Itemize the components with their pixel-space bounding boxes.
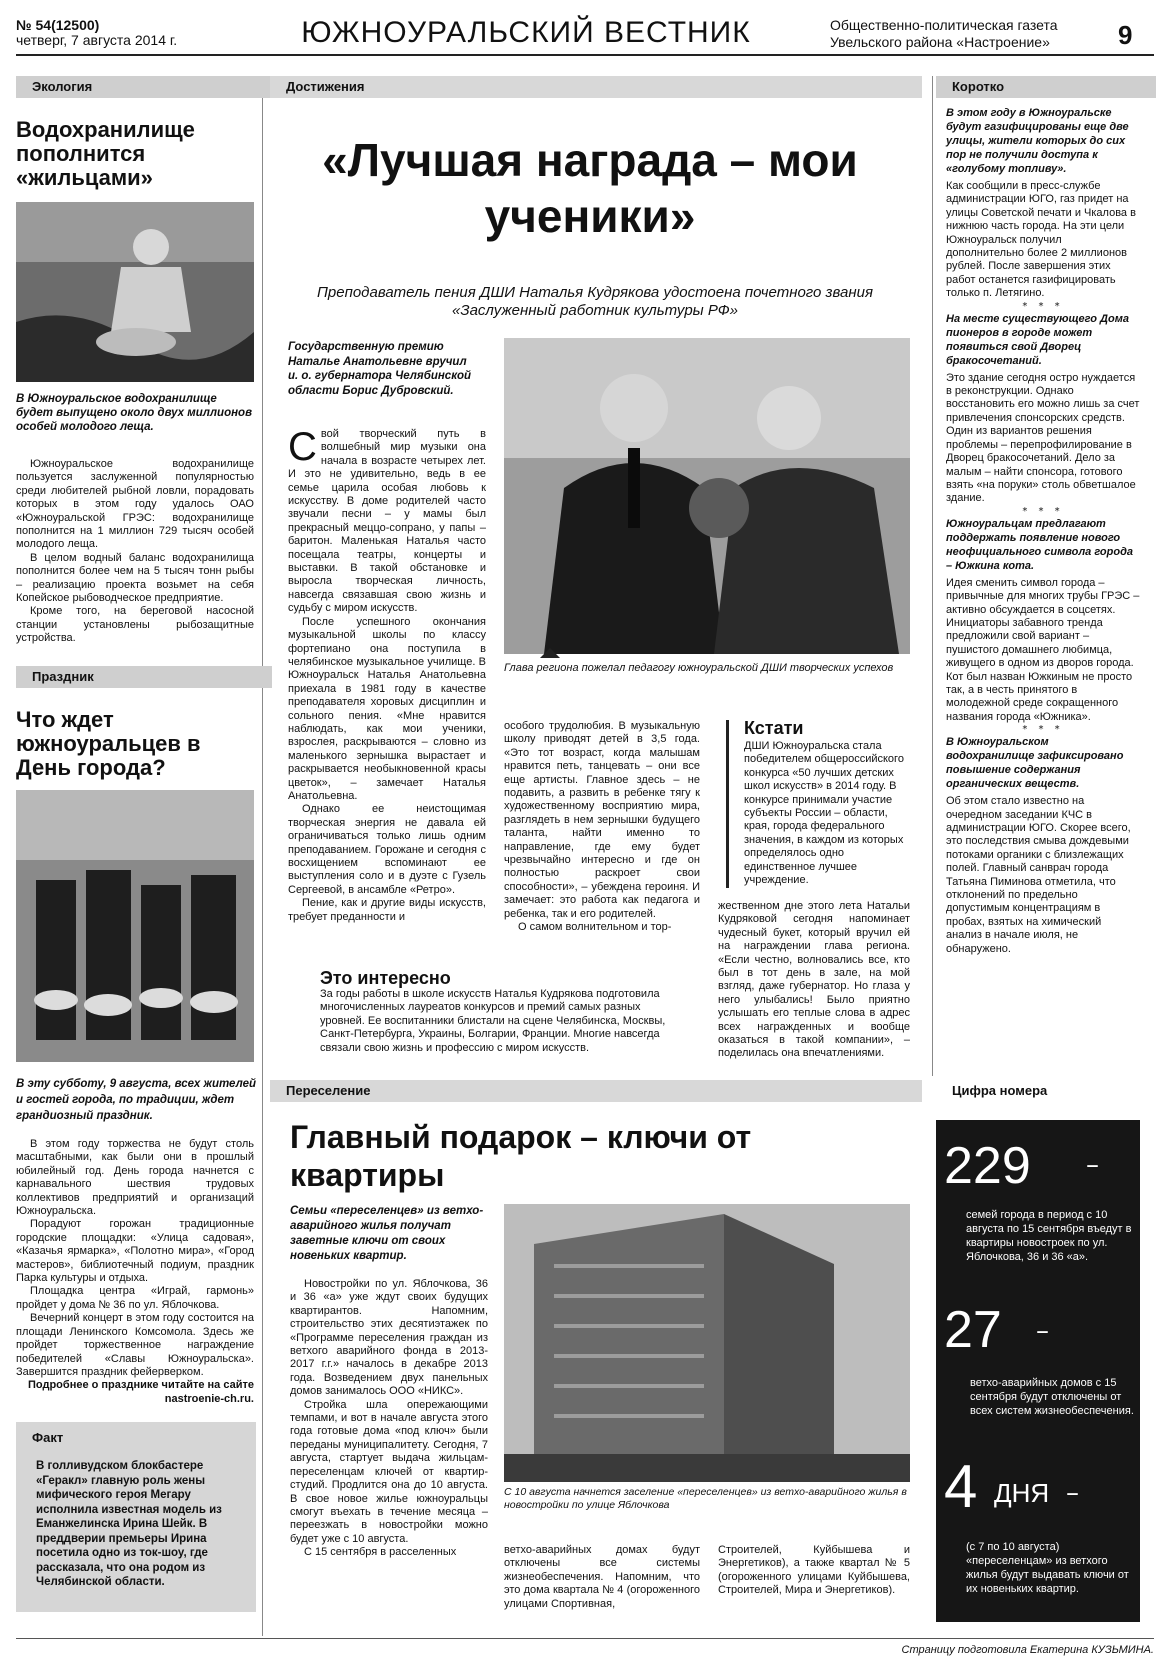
holiday-lead: В эту субботу, 9 августа, всех жителей и гостей города, по традиции, ждет грандиозный праздник.	[16, 1078, 256, 1122]
figure-dash-2: –	[1036, 1316, 1049, 1346]
briefly-separator-1: * * *	[1022, 300, 1064, 312]
resettlement-col2: ветхо-аварийных домах будут отключены все системы жизнеобеспечения. Напомним, что это дома квартала № 4 (огороженного улицами Спортивная,	[504, 1544, 700, 1610]
kstati-rule	[726, 720, 729, 888]
award-ceremony-illustration	[504, 338, 910, 654]
fact-text: В голливудском блокбастере «Геракл» главную роль жены мифического героя Мегару исполнила известная модель из Еманжелинска Ирина Шейк. В преддверии премьеры Ирина посетила одно из ток-шоу, где рассказала, что она родом из Челябинской области.	[36, 1460, 222, 1588]
section-label-holiday: Праздник	[16, 666, 272, 688]
masthead-rule	[16, 54, 1154, 56]
figure-unit-3: ДНЯ	[994, 1478, 1050, 1508]
achievements-col2-p2: О самом волнительном и тор-	[518, 921, 672, 934]
column-rule-left	[262, 76, 263, 1636]
ecology-paragraph-2: В целом водный баланс водохранилища пополнится более чем на 5 тысяч тонн рыбы – реализацию проекта возьмет на себя Копейское рыбоводческое предприятие.	[16, 551, 254, 605]
briefly-separator-3: * * *	[1022, 724, 1064, 736]
figure-dash-1: –	[1086, 1150, 1099, 1180]
briefly-column	[946, 106, 1140, 956]
holiday-paragraph-3: Площадка центра «Играй, гармонь» пройдет у дома № 36 по ул. Яблочкова.	[16, 1285, 254, 1311]
ecology-lead: В Южноуральское водохранилище будет выпущено около двух миллионов особей молодого леща.	[16, 393, 253, 433]
drop-cap: С	[288, 425, 317, 469]
briefly-1-text: Как сообщили в пресс-службе администрации ЮГО, газ придет на улицы Советской печати и Чкалова в нижнюю часть города. На эти цели Южноуральск получил дополнительно более 2 миллионов рублей. После завершения этих работ останется газифицировать только п. Летягино.	[946, 180, 1136, 300]
briefly-3-lead: Южноуральцам предлагают поддержать появление нового неофициального символа города – Южкина кота.	[946, 517, 1134, 572]
footer-rule	[16, 1638, 1154, 1639]
figure-box	[936, 1120, 1140, 1622]
achievements-col2-p1: особого трудолюбия. В музыкальную школу приводят детей в 3,5 года. «Это тот возраст, когда малышам нравится петь, танцевать – они все еще артисты. Главное здесь – не подавить, а развить в ребенке тягу к художественному восприятию мира, разглядеть в нем зернышки будущего таланта, найти именно то направление, где ему будет чрезвычайно интересно и где он полностью раскроет свои способности», – убеждена героиня. И замечает: это работа как педагога и ребенка, так и его родителей.	[504, 720, 700, 920]
masthead-issue-block	[16, 18, 276, 48]
achievements-col1-p1	[288, 425, 486, 616]
column-rule-right	[932, 76, 933, 1076]
achievements-col1-p4: Пение, как и другие виды искусств, требует преданности и	[288, 897, 486, 923]
achievements-col1-p1-text: вой творческий путь в волшебный мир музыки она начала в возрасте четырех лет. И это не удивительно, ведь в ее семье царила особая любовь к искусству. В доме родителей часто звучали песни – у мамы был прекрасный меццо-сопрано, у папы – баритон. Маленькая Наталья часто посещала театры, концерты и выставки. В такой обстановке и выросла творческая личность, навсегда связавшая свою жизнь и судьбу с миром искусств.	[288, 428, 486, 615]
briefly-2-lead: На месте существующего Дома пионеров в городе может появиться свой Дворец бракосочетаний.	[946, 312, 1129, 367]
resettlement-photo	[504, 1204, 910, 1482]
subtitle-line-1: Общественно-политическая газета	[830, 17, 1058, 33]
section-label-ecology: Экология	[16, 76, 272, 98]
footer-credit: Страницу подготовила Екатерина КУЗЬМИНА.	[901, 1644, 1154, 1656]
holiday-headline: Что ждет южноуральцев в День города?	[16, 707, 201, 780]
figure-dash-3: –	[1066, 1478, 1079, 1508]
subtitle-line-2: Увельского района «Настроение»	[830, 34, 1050, 50]
section-label-figure: Цифра номера	[936, 1080, 1156, 1102]
issue-number: № 54(12500)	[16, 17, 100, 33]
masthead-subtitle	[830, 17, 1100, 51]
ecology-photo	[16, 202, 254, 382]
section-label-briefly: Коротко	[936, 76, 1156, 98]
briefly-3-text: Идея сменить символ города – привычные для многих трубы ГРЭС – активно обсуждается в соцсетях. Инициаторы забавного тренда предложили свой вариант – пушистого домашнего любимца, живущего в одном из дворов города. Кот был назван Южкиным не просто так, а в честь принятого в молодежной среде сокращенного названия города «Южника».	[946, 576, 1140, 723]
holiday-photo	[16, 790, 254, 1062]
achievements-photo	[504, 338, 910, 654]
figure-number-1: 229	[944, 1137, 1031, 1195]
briefly-4-lead: В Южноуральском водохранилище зафиксировано повышение содержания органических веществ.	[946, 736, 1124, 791]
resettlement-col1	[290, 1278, 488, 1560]
ecology-paragraph-3: Кроме того, на береговой насосной станции установлены рыбозащитные устройства.	[16, 605, 254, 645]
ecology-headline: Водохранилище пополнится «жильцами»	[16, 117, 195, 190]
figure-text-2: ветхо-аварийных домов с 15 сентября будут отключены от всех систем жизнеобеспечения.	[970, 1377, 1134, 1417]
figure-number-3: 4	[944, 1453, 978, 1520]
apartment-buildings-illustration	[504, 1204, 910, 1482]
figure-text-3: (с 7 по 10 августа) «переселенцам» из ветхого жилья будут выдавать ключи от их новеньких квартир.	[966, 1541, 1129, 1595]
holiday-body	[16, 1138, 254, 1406]
briefly-1-lead: В этом году в Южноуральске будут газифицированы еще две улицы, жители которых до сих пор не получили доступа к «голубому топливу».	[946, 107, 1129, 175]
newspaper-title: ЮЖНОУРАЛЬСКИЙ ВЕСТНИК	[301, 16, 751, 49]
achievements-col3: жественном дне этого лета Натальи Кудряковой сегодня напоминает чудесный букет, который вручил ей на награждении глава региона. «Если честно, волновались все, кто был в тот день в зале, на мой взгляд, даже губернатор. Но глаза у него улыбались! Было приятно услышать его теплые слова в адрес всех награжденных и вообще оказаться в такой компании», – поделилась она впечатлениями.	[718, 900, 910, 1060]
holiday-paragraph-1: В этом году торжества не будут столь масштабными, как были они в прошлый юбилейный год. День города начнется с карнавального шествия трудовых коллективов предприятий и организаций Южноуральска.	[16, 1138, 254, 1218]
achievements-col2	[504, 720, 700, 935]
fisherman-boat-illustration	[16, 202, 254, 382]
holiday-paragraph-2: Порадуют горожан традиционные городские площадки: «Улица садовая», «Казачья ярмарка», «Полотно мира», «Город мастеров», библиотечный подиум, праздник Парка культуры и отдыха.	[16, 1218, 254, 1285]
resettlement-photo-caption: С 10 августа начнется заселение «переселенцев» из ветхо-аварийного жилья в новостройки по улице Яблочкова	[504, 1486, 907, 1511]
photo-caption-marker	[540, 648, 560, 658]
briefly-separator-2: * * *	[1022, 505, 1064, 517]
ecology-paragraph-1: Южноуральское водохранилище пользуется заслуженной популярностью среди любителей рыбной ловли, порадовать которых в этом году удалось ОАО «Южноуральской ГРЭС: водохранилище пополнится на 1 миллион 729 тысяч особей молодого леща.	[16, 458, 254, 551]
holiday-paragraph-4: Вечерний концерт в этом году состоится на площади Ленинского Комсомола. Здесь же пройдет торжественное награждение победителей «Славы Южноуральска». Завершится праздник фейерверком.	[16, 1312, 254, 1378]
achievements-photo-caption: Глава региона пожелал педагогу южноуральской ДШИ творческих успехов	[504, 662, 894, 674]
briefly-4-text: Об этом стало известно на очередном заседании КЧС в администрации ЮГО. Скорее всего, это последствия смыва дождевыми потоками органики с близлежащих полей. Главный санврач города Татьяна Пиминова отметила, что отклонений по предельно допустимым концентрациям в пробах, взятых на химический анализ в начале июля, не обнаружено.	[946, 795, 1131, 955]
resettlement-lead: Семьи «переселенцев» из ветхо-аварийного жилья получат заветные ключи от своих новеньких квартир.	[290, 1205, 484, 1262]
resettlement-col3: Строителей, Куйбышева и Энергетиков), а также квартал № 5 (огороженного улицами Куйбышева, Строителей, Мира и Энергетиков).	[718, 1544, 910, 1597]
resettlement-col1-p3: С 15 сентября в расселенных	[304, 1546, 457, 1559]
resettlement-col1-p2: Стройка шла опережающими темпами, и вот в начале августа этого года готовые дома «под ключ» были переданы муниципалитету. Сегодня, 7 августа, стартует выдача жильцам-переселенцам ключей от квартир-студий. Продлится она до 10 августа. В свое новое жилье южноуральцы смогут въехать в течение месяца – переезжать в новостройки можно будет уже с 10 августа.	[290, 1398, 488, 1545]
section-label-resettlement: Переселение	[270, 1080, 922, 1102]
fact-box	[16, 1422, 256, 1612]
achievements-col1	[288, 425, 486, 924]
ecology-body	[16, 458, 254, 646]
achievements-col1-p3: Однако ее неистощимая творческая энергия не давала ей ограничиваться только лишь одним преподаванием. Горожане и сегодня с восхищением вспоминают ее выступления соло и в дуэте с Гузель Сергеевой, в ансамбле «Ретро».	[288, 803, 486, 896]
interesting-text: За годы работы в школе искусств Наталья Кудрякова подготовила многочисленных лауреатов конкурсов и премий самых разных уровней. Ее воспитанники блистали на сцене Челябинска, Москвы, Санкт-Петербурга, Украины, Болгарии, Франции. Многие навсегда связали свою жизнь и профессию с миром искусств.	[320, 988, 666, 1054]
issue-date: четверг, 7 августа 2014 г.	[16, 32, 178, 48]
briefly-2-text: Это здание сегодня остро нуждается в реконструкции. Однако восстановить его можно лишь за счет привлечения спонсорских средств. Один из вариантов решения проблемы – перепрофилирование в Дворец бракосочетаний. Дело за малым – найти спонсора, готового взять «на поруки» столь обветшалое здание.	[946, 371, 1140, 505]
achievements-subhead: Преподаватель пения ДШИ Наталья Кудрякова удостоена почетного звания «Заслуженный работник культуры РФ»	[317, 284, 873, 319]
page-number: 9	[1118, 20, 1133, 50]
resettlement-headline: Главный подарок – ключи от квартиры	[290, 1119, 752, 1193]
figure-text-1: семей города в период с 10 августа по 15 сентября въедут в квартиры новостроек по ул. Яблочкова, 36 и 36 «а».	[966, 1209, 1132, 1263]
figure-number-2: 27	[944, 1301, 1002, 1359]
holiday-more-link: Подробнее о празднике читайте на сайте nastroenie-ch.ru.	[28, 1379, 254, 1405]
interesting-title: Это интересно	[320, 968, 451, 988]
section-label-fact: Факт	[32, 1430, 64, 1445]
drummers-parade-illustration	[16, 790, 254, 1062]
kstati-title: Кстати	[744, 718, 804, 738]
section-label-achievements: Достижения	[270, 76, 922, 98]
achievements-lead: Государственную премию Наталье Анатольевне вручил и. о. губернатора Челябинской области Борис Дубровский.	[288, 341, 472, 397]
achievements-col1-p2: После успешного окончания музыкальной школы по классу фортепиано она поступила в челябинское музыкальное училище. В Южноуральск Наталья Анатольевна приехала в 1981 году в качестве преподавателя хоровых дисциплин и сольного пения. «Мне нравится наблюдать, как мои ученики, взрослея, раскрываются – словно из маленького зернышка вырастает и раскрывается необыкновенной красы цветок», – замечает Наталья Анатольевна.	[288, 615, 486, 802]
kstati-text: ДШИ Южноуральска стала победителем общероссийского конкурса «50 лучших детских школ искусств» в 2014 году. В конкурсе принимали участие субъекты России – области, края, города федерального значения, в каждом из которых определялось одно единственное лучшее учреждение.	[744, 740, 904, 887]
resettlement-col1-p1: Новостройки по ул. Яблочкова, 36 и 36 «а» уже ждут своих будущих квартирантов. Напомним, строительство этих десятиэтажек по «Программе переселения граждан из ветхого аварийного фонда в 2013-2017 г.г.» началось в декабре 2013 года. Возведением двух панельных домов занималось ООО «НИКС».	[290, 1278, 488, 1398]
achievements-headline: «Лучшая награда – мои ученики»	[322, 134, 858, 242]
